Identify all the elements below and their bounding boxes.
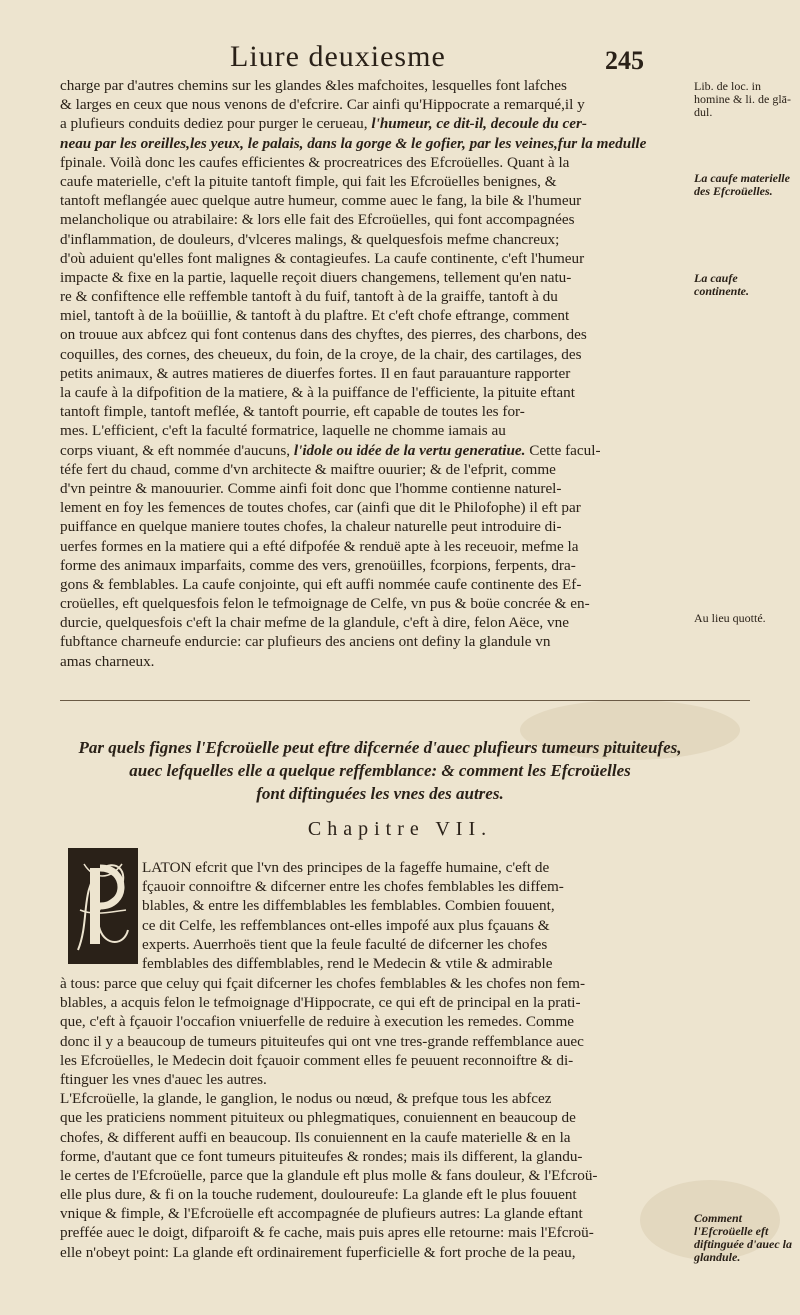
page-number: 245 [605,46,644,75]
heading-line: Par quels fignes l'Efcroüelle peut eftre difcernée d'auec plufieurs tumeurs pituiteufes, [78,738,682,757]
text-line: d'inflammation, de douleurs, d'vlceres malings, & quelquesfois mefme chancreux; [60,230,560,248]
section-heading [60,736,700,805]
text-line: on trouue aux abfcez qui font contenus dans des chyftes, des pierres, des charbons, des [60,326,587,344]
running-head [0,40,800,80]
text-line: ce dit Celfe, les reffemblances ont-elles impofé aux plus fçauans & [142,916,550,934]
text-line: d'vn peintre & manouurier. Comme ainfi foit donc que l'homme contienne naturel- [60,479,562,497]
text-line: corps viuant, & eft nommée d'aucuns, l'idole ou idée de la vertu generatiue. Cette facul- [60,441,601,459]
chapter-label: Chapitre VII. [307,818,493,840]
text-line: blables, & entre les diffemblables les femblables. Combien fouuent, [142,897,555,915]
margin-note: La caufe continente. [694,271,750,298]
text-line: que, c'eft à fçauoir l'occafion vniuerfelle de reduire à execution les remedes. Comme [60,1013,575,1031]
text-line: gons & femblables. La caufe conjointe, qui eft auffi nommée caufe continente des Ef- [60,575,582,593]
text-line: & larges en ceux que nous venons de d'efcrire. Car ainfi qu'Hippocrate a remarqué,il y [60,96,585,114]
section2-dropcap-text [142,858,690,973]
italic-quote: l'humeur, ce dit-il, decoule du cer- [371,115,587,133]
text-line: forme des animaux imparfaits, comme des vers, grenoüilles, fcorpions, ferpents, dra- [60,556,576,574]
text-line: téfe fert du chaud, comme d'vn architecte & maiftre ouurier; & de l'efprit, comme [60,460,556,478]
text-line: durcie, quelquesfois c'eft la chair mefme de la glandule, c'eft à dire, felon Aëce, vne [60,614,569,632]
text-line: coquilles, des cornes, des cheueux, du foin, de la croye, de la chair, des cartilages, des [60,345,582,363]
text-line: puiffance en quelque maniere toutes chofes, la chaleur naturelle peut introduire di- [60,518,562,536]
text-line: donc il y a beaucoup de tumeurs pituiteufes qui ont vne tres-grande reffemblance auec [60,1032,584,1050]
text-line: impacte & fixe en la partie, laquelle reçoit diuers changemens, tellement qu'en natu- [60,268,572,286]
section2-text [60,974,688,1262]
text-line: à tous: parce que celuy qui fçait difcerner les chofes femblables & les chofes non fem- [60,975,586,992]
text-line: charge par d'autres chemins sur les glandes &les mafchoites, lesquelles font lafches [60,77,567,94]
text-line: fubftance charneufe endurcie: car plufieurs des anciens ont definy la glandule vn [60,633,551,651]
margin-note: Lib. de loc. in homine & li. de glā-dul. [694,79,791,119]
text-line: chofes, & different auffi en beaucoup. Ils conuiennent en la caufe materielle & en la [60,1128,571,1146]
margin-note: Comment l'Efcroüelle eft diftinguée d'auec la glandule. [694,1211,792,1264]
text-line: tantoft meflangée auec quelque autre humeur, comme auec le fang, la bile & l'humeur [60,192,582,210]
heading-line: font diftinguées les vnes des autres. [256,784,504,803]
text-line: L'Efcroüelle, la glande, le ganglion, le nodus ou nœud, & prefque tous les abfcez [60,1090,552,1108]
text-line: miel, tantoft à de la boüillie, & tantoft à du plaftre. Et c'eft chofe eftrange, comment [60,307,570,325]
text-line: blables, a acquis felon le tefmoignage d'Hippocrate, ce qui eft de principal en la prati- [60,994,581,1012]
text-line: elle n'obeyt point: La glande eft ordinairement fuperficielle & fort proche de la peau, [60,1243,576,1261]
italic-quote: l'idole ou idée de la vertu generatiue. [293,441,526,459]
ornamental-initial-p [68,848,138,964]
text-line: preffée auec le doigt, difparoift & fe cache, mais puis apres elle retourne: mais l'Efcroü- [60,1224,594,1242]
text-line: experts. Auerrhoës tient que la feule faculté de difcerner les chofes [142,935,548,953]
margin-note: La caufe materielle des Efcroüelles. [694,171,790,198]
text-line: elle plus dure, & fi on la touche rudement, douloureufe: La glande eft le plus fouuent [60,1186,577,1204]
margin-note: Au lieu quotté. [694,611,766,625]
text-line: croüelles, eft quelquesfois felon le tefmoignage de Celfe, vn pus & boüe concrée & en- [60,595,590,613]
text-line: lement en foy les femences de toutes chofes, car (ainfi que dit le Philofophe) il eft par [60,499,581,517]
text-line: fçauoir connoiftre & difcerner entre les chofes femblables les diffem- [142,878,564,896]
text-line: re & confiftence elle reffemble tantoft à du fuif, tantoft à de la graiffe, tantoft à du [60,288,558,306]
text-line: neau par les oreilles,les yeux, le palais, dans la gorge & le gofier, par les veines,fur la medulle [60,134,647,152]
text-line: que les praticiens nomment pituiteux ou phlegmatiques, conuiennent en beaucoup de [60,1109,576,1127]
text-line: vnique & fimple, & l'Efcroüelle eft accompagnée de plufieurs autres: La glande eftant [60,1205,583,1223]
section1-text [60,76,688,671]
text-line: la caufe à la difpofition de la matiere, & à la puiffance de l'efficiente, la pituite eftant [60,384,575,401]
text-line: ftinguer les vnes d'auec les autres. [60,1070,267,1088]
text-line: forme, d'autant que ce font tumeurs pituiteufes & rondes; mais ils different, la glandu- [60,1147,583,1165]
section-divider [60,700,750,701]
text-line: fpinale. Voilà donc les caufes efficientes & procreatrices des Efcroüelles. Quant à la [60,153,570,171]
text-line: a plufieurs conduits dediez pour purger le cerueau, l'humeur, ce dit-il, decoule du cer- [60,115,587,133]
text-line: d'où aduient qu'elles font malignes & contagieufes. La caufe continente, c'eft l'humeur [60,249,585,267]
running-title: Liure deuxiesme [230,40,446,73]
text-line: tantoft fimple, tantoft meflée, & tantoft pourrie, eft capable de toutes les for- [60,403,525,421]
text-line: femblables des diffemblables, rend le Medecin & vtile & admirable [142,954,553,972]
text-line: caufe materielle, c'eft la pituite tantoft fimple, qui fait les Efcroüelles benignes, & [60,172,557,190]
text-line: uerfes formes en la matiere qui a efté difpofée & renduë apte à les receuoir, mefme la [60,537,579,555]
text-line: amas charneux. [60,652,155,670]
heading-line: auec lefquelles elle a quelque reffemblance: & comment les Efcroüelles [129,761,631,780]
text-line: melancholique ou atrabilaire: & lors elle fait des Efcroüelles, qui font accompagnées [60,211,575,229]
text-line: les Efcroüelles, le Medecin doit fçauoir comment elles fe peuuent reconnoiftre & di- [60,1051,574,1069]
text-line: mes. L'efficient, c'eft la faculté formatrice, laquelle ne chomme iamais au [60,422,506,440]
text-line: LATON efcrit que l'vn des principes de la fageffe humaine, c'eft de [142,859,550,876]
ornament-icon [70,850,136,962]
text-line: le certes de l'Efcroüelle, parce que la glandule eft plus molle & fans douleur, & l'Efcroü- [60,1166,598,1184]
text-line: petits animaux, & autres matieres de diuerfes fortes. Il en faut parauanture rapporter [60,364,571,382]
